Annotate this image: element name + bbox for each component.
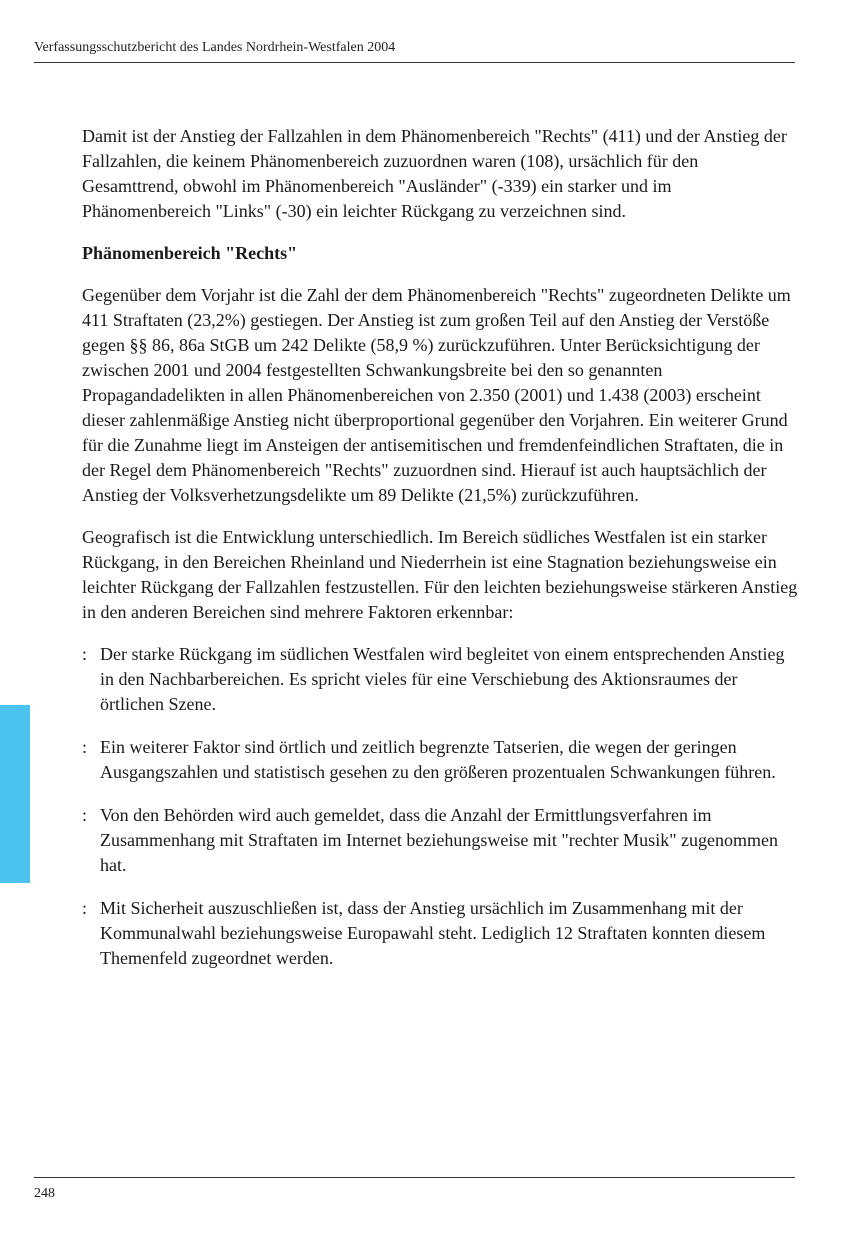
intro-paragraph: Damit ist der Anstieg der Fallzahlen in dem Phänomenbereich "Rechts" (411) und der Anstieg der Fallzahlen, die keinem Phänomenbereich zuzuordnen waren (108), ursächlich für den Gesamttrend, obwohl im Phänomenbereich "Ausländer" (-339) ein starker und im Phänomenbereich "Links" (-30) ein leichter Rückgang zu verzeichnen sind. bbox=[82, 126, 787, 221]
list-item-text: Der starke Rückgang im südlichen Westfalen wird begleitet von einem entsprechenden Anstieg in den Nachbarbereichen. Es spricht vieles für eine Verschiebung des Aktionsraumes der örtlichen Szene. bbox=[100, 644, 785, 714]
list-marker: : bbox=[82, 898, 88, 918]
header-divider bbox=[34, 62, 795, 63]
footer-divider bbox=[34, 1177, 795, 1178]
chapter-side-tab bbox=[0, 705, 30, 883]
page-body bbox=[82, 124, 798, 989]
list-marker: : bbox=[82, 737, 88, 757]
running-header: Verfassungsschutzbericht des Landes Nordrhein-Westfalen 2004 bbox=[34, 40, 396, 55]
list-item bbox=[82, 896, 798, 971]
page-number: 248 bbox=[34, 1186, 55, 1201]
list-marker: : bbox=[82, 644, 88, 664]
list-item bbox=[82, 642, 798, 717]
list-marker: : bbox=[82, 805, 88, 825]
list-item bbox=[82, 803, 798, 878]
list-item-text: Von den Behörden wird auch gemeldet, dass die Anzahl der Ermittlungsverfahren im Zusammenhang mit Straftaten im Internet beziehungsweise mit "rechter Musik" zugenommen hat. bbox=[100, 805, 779, 875]
list-item-text: Mit Sicherheit auszuschließen ist, dass der Anstieg ursächlich im Zusammenhang mit der Kommunalwahl beziehungsweise Europawahl steht. Lediglich 12 Straftaten konnten diesem Themenfeld zugeordnet werden. bbox=[100, 898, 766, 968]
rechts-paragraph: Gegenüber dem Vorjahr ist die Zahl der dem Phänomenbereich "Rechts" zugeordneten Delikte um 411 Straftaten (23,2%) gestiegen. Der Anstieg ist zum großen Teil auf den Anstieg der Verstöße gegen §§ 86, 86a StGB um 242 Delikte (58,9 %) zurückzuführen. Unter Berücksichtigung der zwischen 2001 und 2004 festgestellten Schwankungsbreite bei den so genannten Propagandadelikten in allen Phänomenbereichen von 2.350 (2001) und 1.438 (2003) erscheint dieser zahlenmäßige Anstieg nicht überproportional gegenüber den Vorjahren. Ein weiterer Grund für die Zunahme liegt im Ansteigen der antisemitischen und fremdenfeindlichen Straftaten, die in der Regel dem Phänomenbereich "Rechts" zuzuordnen sind. Hierauf ist auch hauptsächlich der Anstieg der Volksverhetzungsdelikte um 89 Delikte (21,5%) zurückzuführen. bbox=[82, 285, 791, 505]
list-item bbox=[82, 735, 798, 785]
geografisch-paragraph: Geografisch ist die Entwicklung unterschiedlich. Im Bereich südliches Westfalen ist ein starker Rückgang, in den Bereichen Rheinland und Niederrhein ist eine Stagnation beziehungsweise ein leichter Rückgang der Fallzahlen festzustellen. Für den leichten beziehungsweise stärkeren Anstieg in den anderen Bereichen sind mehrere Faktoren erkennbar: bbox=[82, 527, 798, 622]
list-item-text: Ein weiterer Faktor sind örtlich und zeitlich begrenzte Tatserien, die wegen der geringen Ausgangszahlen und statistisch gesehen zu den größeren prozentualen Schwankungen führen. bbox=[100, 737, 776, 782]
section-heading: Phänomenbereich "Rechts" bbox=[82, 243, 298, 263]
factor-list bbox=[82, 642, 798, 971]
